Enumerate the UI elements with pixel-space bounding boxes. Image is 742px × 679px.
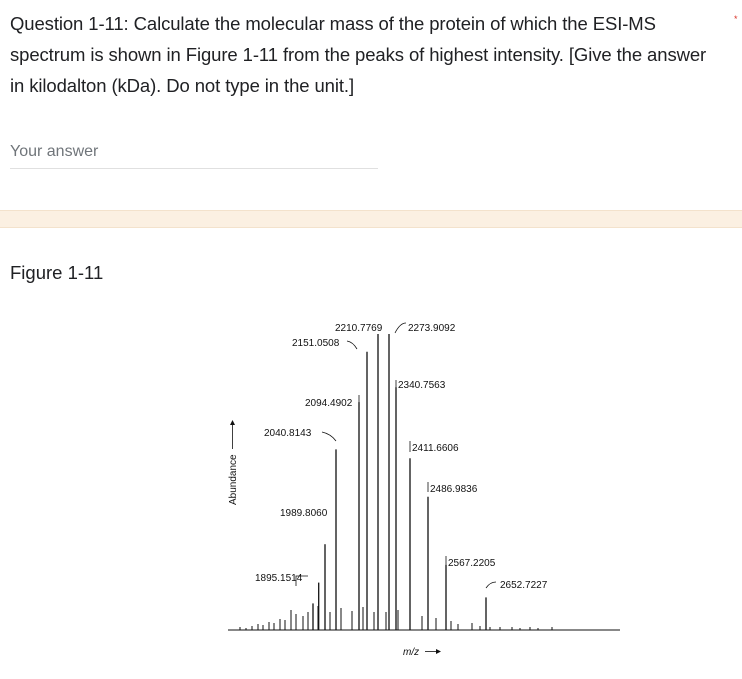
peak-label-2567: 2567.2205 (448, 558, 496, 569)
peak-label-2094: 2094.4902 (305, 398, 353, 409)
peak-layer (313, 334, 486, 630)
y-axis-label-group (228, 420, 239, 505)
figure-title: Figure 1-11 (10, 262, 104, 283)
peak-label-2151: 2151.0508 (292, 338, 340, 349)
peak-label-2411: 2411.6606 (412, 443, 459, 454)
y-axis-label: Abundance (228, 454, 239, 505)
label-layer (255, 323, 548, 591)
peak-label-2652: 2652.7227 (500, 580, 548, 591)
peak-label-2486: 2486.9836 (430, 484, 478, 495)
question-title: Question 1-11: Calculate the molecular mass of the protein of which the ESI-MS spectrum is shown in Figure 1-11 from the peaks of highest intensity. [Give the answer in kilodalton (kDa). Do not type in the unit.] (10, 13, 707, 96)
peak-label-1895: 1895.1514 (255, 573, 303, 584)
required-asterisk: * (734, 14, 738, 24)
peak-label-2273: 2273.9092 (408, 323, 456, 334)
peak-label-1989: 1989.8060 (280, 508, 328, 519)
peak-label-2210: 2210.7769 (335, 323, 383, 334)
peak-label-2340: 2340.7563 (398, 380, 446, 391)
x-axis-label: m/z (403, 647, 420, 658)
peak-label-2040: 2040.8143 (264, 428, 312, 439)
y-axis-arrowhead (230, 420, 235, 425)
x-axis-arrowhead (436, 649, 441, 654)
